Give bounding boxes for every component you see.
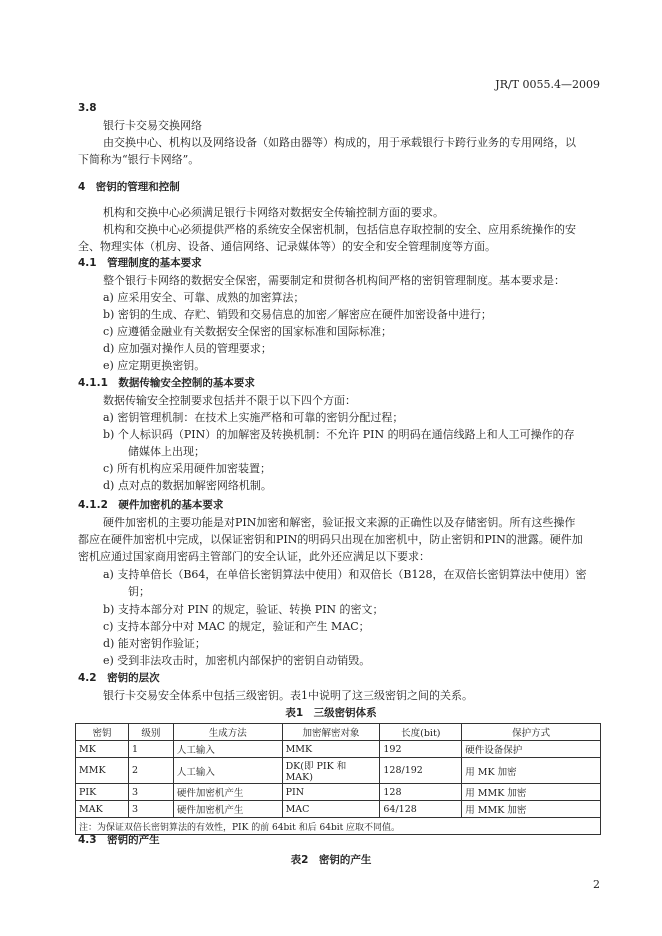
table-cell: 用 MK 加密 <box>462 758 601 784</box>
list-item: c) 所有机构应采用硬件加密装置； <box>103 462 271 475</box>
list-item: a) 应采用安全、可靠、成熟的加密算法； <box>103 291 305 304</box>
list-item: e) 受到非法攻击时，加密机内部保护的密钥自动销毁。 <box>103 654 371 667</box>
section-4-1-2-para-line3: 密机应通过国家商用密码主管部门的安全认证，此外还应满足以下要求： <box>78 550 430 563</box>
list-item: a) 密钥管理机制：在技术上实施严格和可靠的密钥分配过程； <box>103 411 404 424</box>
list-item: c) 应遵循金融业有关数据安全保密的国家标准和国际标准； <box>103 325 392 338</box>
list-item: b) 密钥的生成、存贮、销毁和交易信息的加密／解密应在硬件加密设备中进行； <box>103 308 492 321</box>
table-cell: 192 <box>380 741 462 758</box>
list-item: b) 支持本部分对 PIN 的规定，验证、转换 PIN 的密文； <box>103 603 384 616</box>
table-cell: MMK <box>282 741 380 758</box>
table-row <box>76 741 601 758</box>
table-cell: DK(即 PIK 和 MAK) <box>282 758 380 784</box>
table-cell: 3 <box>128 784 173 801</box>
table-cell: 3 <box>128 801 173 818</box>
section-3-8-title: 银行卡交易交换网络 <box>103 119 202 132</box>
table-cell: 1 <box>128 741 173 758</box>
section-4-1-1-title: 4.1.1 数据传输安全控制的基本要求 <box>78 377 255 389</box>
section-4-2-para: 银行卡交易安全体系中包括三级密钥。表1中说明了这三级密钥之间的关系。 <box>103 689 473 702</box>
table-cell: 2 <box>128 758 173 784</box>
list-item: a) 支持单倍长（B64，在单倍长密钥算法中使用）和双倍长（B128，在双倍长密钥算法中使用）密 <box>103 568 587 581</box>
section-4-1-title: 4.1 管理制度的基本要求 <box>78 257 202 269</box>
column-header: 加密解密对象 <box>282 724 380 741</box>
table-cell: 硬件设备保护 <box>462 741 601 758</box>
column-header: 保护方式 <box>462 724 601 741</box>
section-4-1-intro: 整个银行卡网络的数据安全保密，需要制定和贯彻各机构间严格的密钥管理制度。基本要求是： <box>103 274 565 287</box>
list-item-continuation: 储媒体上出现； <box>128 445 205 458</box>
section-4-title: 4 密钥的管理和控制 <box>78 181 180 193</box>
table-cell: 128/192 <box>380 758 462 784</box>
table-cell: 用 MMK 加密 <box>462 784 601 801</box>
table-cell: PIK <box>76 784 129 801</box>
table-cell: 硬件加密机产生 <box>173 801 282 818</box>
table-cell: 用 MMK 加密 <box>462 801 601 818</box>
list-item: e) 应定期更换密钥。 <box>103 359 206 372</box>
section-4-2-title: 4.2 密钥的层次 <box>78 672 160 684</box>
section-4-3-title: 4.3 密钥的产生 <box>78 834 160 846</box>
table-row <box>76 801 601 818</box>
section-4-para2-line2: 全、物理实体（机房、设备、通信网络、记录媒体等）的安全和安全管理制度等方面。 <box>78 240 496 253</box>
table-cell: MK <box>76 741 129 758</box>
key-hierarchy-table <box>75 723 601 835</box>
section-4-1-1-intro: 数据传输安全控制要求包括并不限于以下四个方面： <box>103 394 356 407</box>
table-cell: MAK <box>76 801 129 818</box>
table-row <box>76 784 601 801</box>
list-item: d) 应加强对操作人员的管理要求； <box>103 342 272 355</box>
table1-caption: 表1 三级密钥体系 <box>285 707 377 719</box>
table-cell: MAC <box>282 801 380 818</box>
section-3-8-number: 3.8 <box>78 102 97 114</box>
column-header: 长度(bit) <box>380 724 462 741</box>
page-number: 2 <box>593 878 600 891</box>
table-cell: 人工输入 <box>173 758 282 784</box>
table-cell: 人工输入 <box>173 741 282 758</box>
table-cell: 128 <box>380 784 462 801</box>
column-header: 生成方法 <box>173 724 282 741</box>
section-4-1-2-para-line1: 硬件加密机的主要功能是对PIN加密和解密，验证报文来源的正确性以及存储密钥。所有这些操作 <box>103 516 576 529</box>
section-4-para1: 机构和交换中心必须满足银行卡网络对数据安全传输控制方面的要求。 <box>103 206 444 219</box>
list-item: d) 能对密钥作验证； <box>103 637 206 650</box>
list-item: d) 点对点的数据加解密网络机制。 <box>103 479 272 492</box>
section-4-para2-line1: 机构和交换中心必须提供严格的系统安全保密机制，包括信息存取控制的安全、应用系统操作的安 <box>103 223 576 236</box>
table-cell: PIN <box>282 784 380 801</box>
section-3-8-para-line2: 下简称为“银行卡网络”。 <box>78 153 200 166</box>
section-3-8-para-line1: 由交换中心、机构以及网络设备（如路由器等）构成的，用于承载银行卡跨行业务的专用网络，以 <box>103 136 576 149</box>
document-id: JR/T 0055.4—2009 <box>495 78 600 91</box>
table2-caption: 表2 密钥的产生 <box>290 854 372 866</box>
table-cell: 64/128 <box>380 801 462 818</box>
table-cell: MMK <box>76 758 129 784</box>
table-header-row <box>76 724 601 741</box>
column-header: 密钥 <box>76 724 129 741</box>
table-cell: 硬件加密机产生 <box>173 784 282 801</box>
table-note: 注：为保证双倍长密钥算法的有效性，PIK 的前 64bit 和后 64bit 应取不同值。 <box>76 818 601 835</box>
column-header: 级别 <box>128 724 173 741</box>
list-item: b) 个人标识码（PIN）的加解密及转换机制：不允许 PIN 的明码在通信线路上和人工可操作的存 <box>103 428 575 441</box>
list-item-continuation: 钥； <box>128 585 150 598</box>
section-4-1-2-title: 4.1.2 硬件加密机的基本要求 <box>78 499 224 511</box>
table-row <box>76 758 601 784</box>
section-4-1-2-para-line2: 都应在硬件加密机中完成，以保证密钥和PIN的明码只出现在加密机中，防止密钥和PIN的泄露。硬件加 <box>78 533 583 546</box>
list-item: c) 支持本部分中对 MAC 的规定，验证和产生 MAC； <box>103 620 370 633</box>
